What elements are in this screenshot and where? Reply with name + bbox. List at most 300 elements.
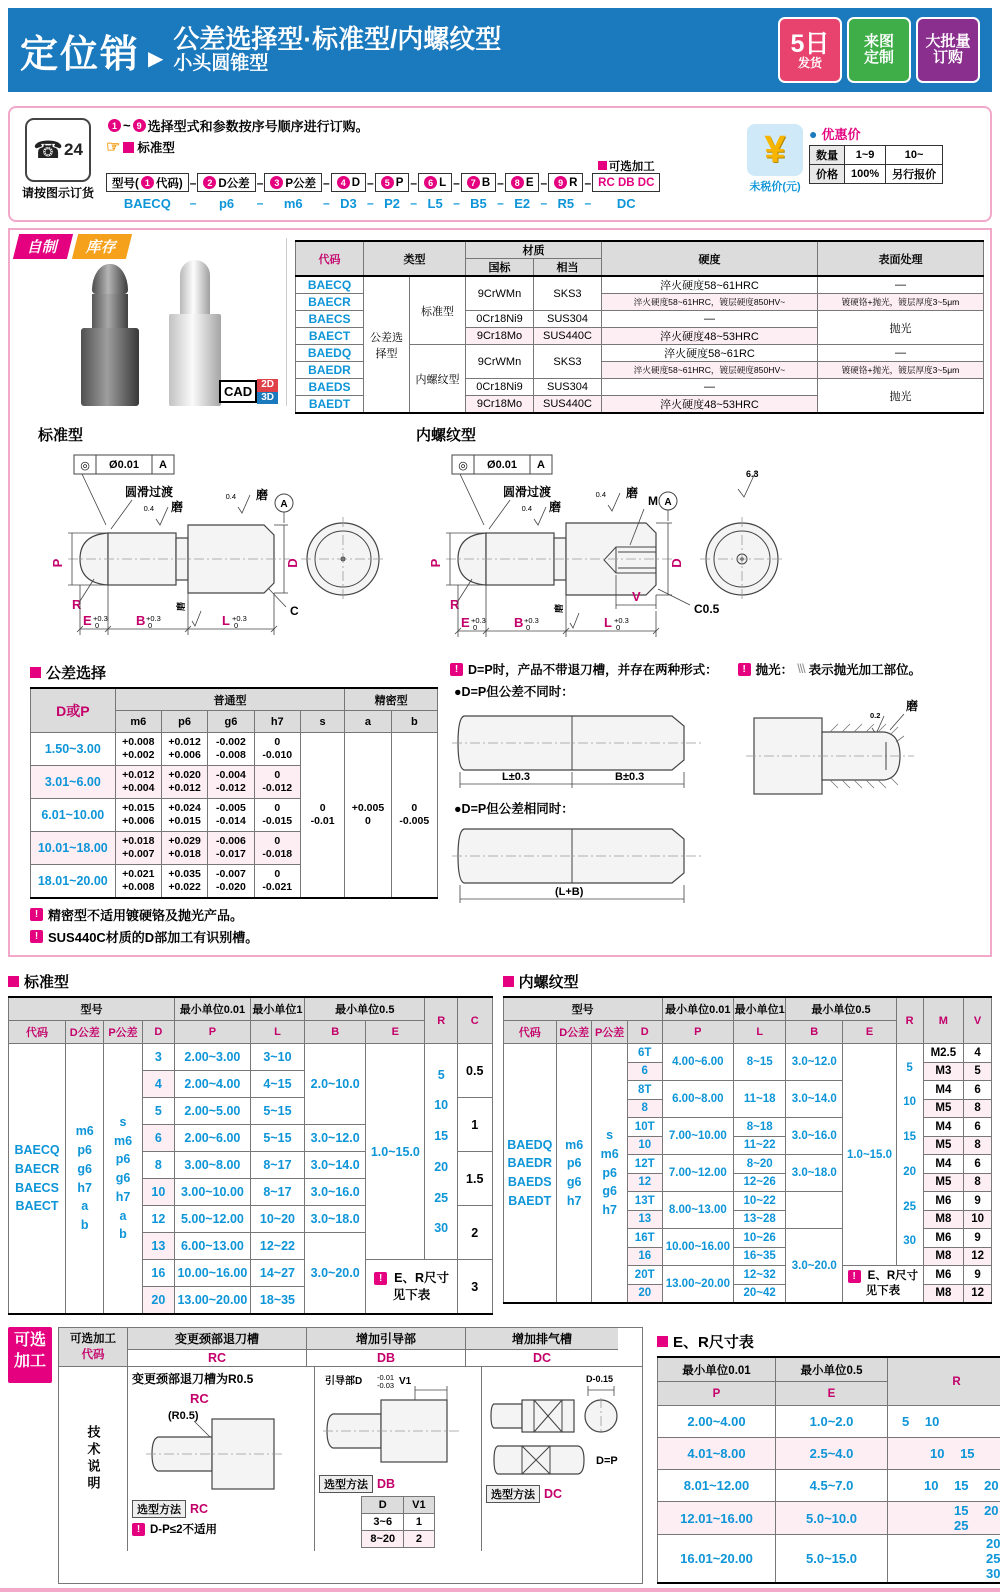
square-bullet-icon (8, 976, 19, 987)
r-values-cell (896, 1044, 923, 1266)
note-text: E、R尺寸 (394, 1270, 449, 1286)
table-row (658, 1438, 1000, 1470)
e-range-cell: 1.0~2.0 (776, 1406, 888, 1438)
table-row (9, 1044, 493, 1071)
d-value-cell: 12 (142, 1206, 174, 1233)
part-number-box (461, 173, 496, 192)
box-label: D公差 (218, 175, 249, 191)
polish-label: 抛光： (756, 660, 794, 678)
header-row (658, 1357, 1000, 1382)
dash: – (540, 173, 547, 192)
d-value-cell: 20 (142, 1287, 174, 1315)
table-row (362, 1531, 434, 1548)
m-thread-cell: M4 (923, 1118, 964, 1137)
separator (256, 158, 265, 214)
gdt-datum: A (159, 459, 167, 471)
header-cell: P公差 (592, 1021, 627, 1044)
m-thread-cell: M2.5 (923, 1044, 964, 1063)
table-cell: 0Cr18Ni9 (466, 379, 534, 396)
table-cell: BAECQ (296, 276, 364, 294)
ordering-instruction (108, 116, 739, 135)
tolerance-cell: +0.020 +0.012 (161, 766, 207, 799)
circled-number: 7 (467, 176, 480, 189)
header-cell: 最小单位0.5 (786, 997, 896, 1021)
rc-callout: RC (190, 1391, 209, 1406)
p-range-cell: 3.00~8.00 (175, 1152, 251, 1179)
grind-label: 磨 (906, 698, 918, 713)
header-bar (8, 8, 992, 92)
warning-icon: ! (848, 1270, 861, 1283)
header-row (296, 241, 984, 259)
d-value-cell: 3 (142, 1044, 174, 1071)
d-value-cell: 6T (627, 1044, 662, 1063)
v-depth-cell: 9 (964, 1266, 992, 1285)
dim-e: E (461, 615, 470, 630)
smooth-transition-label: 圆滑过渡 (125, 484, 173, 499)
header-badges (778, 17, 980, 83)
method-box: 选型方法 (132, 1500, 186, 1518)
table-cell: SUS440C (534, 396, 602, 414)
header-row (9, 1021, 493, 1044)
price-row (810, 146, 943, 165)
table-cell: 9Cr18Mo (466, 328, 534, 345)
l-range-cell: 8~20 (734, 1155, 786, 1174)
tol-sub: 0 (148, 621, 152, 630)
tolerance-cell: +0.012 +0.006 (161, 733, 207, 766)
table-cell: — (602, 379, 818, 396)
l-range-cell: 10~26 (734, 1229, 786, 1248)
optional-header (59, 1328, 642, 1367)
order-column (505, 158, 540, 214)
er-table-title-text: E、R尺寸表 (673, 1331, 754, 1352)
table-cell: — (818, 276, 984, 294)
table-cell: 抛光 (818, 379, 984, 414)
d-value-cell: 13T (627, 1192, 662, 1211)
part-number-boxes (106, 158, 739, 214)
c-chamfer-cell: 2 (457, 1206, 492, 1260)
product-photo-area (16, 238, 287, 406)
price-table (809, 145, 943, 184)
table-cell: SUS304 (534, 379, 602, 396)
badge-5day-shipping (778, 17, 842, 83)
tol-sup: +0.3 (524, 616, 539, 625)
range-cell: 3.01~6.00 (31, 766, 116, 799)
dash: – (410, 173, 417, 192)
header-row (31, 688, 438, 711)
tolerance-cell: -0.002 -0.008 (208, 733, 254, 766)
table-cell: 9CrWMn (466, 345, 534, 379)
price-icon-wrap (747, 124, 803, 194)
db-tol-top: -0.01 (377, 1373, 394, 1382)
circled-number: 5 (381, 176, 394, 189)
table-row (658, 1406, 1000, 1438)
b-range-cell: 3.0~16.0 (786, 1118, 843, 1155)
er-table-block (657, 1327, 1000, 1584)
separator (189, 158, 198, 214)
thread-pin-diagram (394, 445, 794, 647)
yen-icon (747, 124, 803, 176)
header-cell: 最小单位1 (734, 997, 786, 1021)
p-range-cell: 6.00~13.00 (175, 1233, 251, 1260)
table-cell: SUS304 (534, 311, 602, 328)
tolerance-cell: +0.024 +0.015 (161, 799, 207, 832)
dot-icon: ● (809, 126, 817, 142)
code-list-cell: BAECQ BAECR BAECS BAECT (9, 1044, 66, 1315)
table-cell: SUS440C (534, 328, 602, 345)
warning-icon: ! (30, 930, 43, 943)
header-cell: 最小单位0.01 (658, 1357, 776, 1382)
gdt-tolerance: Ø0.01 (487, 459, 517, 471)
table-cell: BAEDS (296, 379, 364, 396)
column-code: DB (307, 1350, 465, 1366)
table-cell: 淬火硬度58~61HRC，镀层硬度850HV~ (602, 294, 818, 311)
gdt-tolerance: Ø0.01 (109, 459, 139, 471)
optional-body (59, 1367, 642, 1551)
dc-dp-label: D=P (596, 1455, 618, 1467)
table-row (658, 1470, 1000, 1502)
pointing-hand-icon: ☞ (106, 137, 120, 157)
price-cell: 100% (845, 165, 886, 184)
warning-icon: ! (374, 1272, 387, 1285)
tol-sub: 0 (616, 623, 620, 632)
header-cell: 最小单位0.5 (305, 997, 425, 1021)
dim-r: R (72, 597, 82, 612)
material-table (295, 240, 984, 414)
note-line (844, 1269, 921, 1284)
l-range-cell: 11~22 (734, 1136, 786, 1155)
db-tol-bot: -0.03 (377, 1381, 394, 1390)
tol-sub: 0 (473, 623, 477, 632)
example-value: m6 (284, 192, 303, 214)
badge-bulk-order (916, 17, 980, 83)
r-values: 5 10 15 20 25 30 (426, 1068, 455, 1236)
bottom-row (8, 1327, 992, 1584)
part-number-box (592, 173, 660, 192)
m-thread-cell: M6 (923, 1229, 964, 1248)
p-range-cell: 2.00~3.00 (175, 1044, 251, 1071)
header-cell: m6 (115, 711, 161, 733)
square-bullet-icon (503, 976, 514, 987)
discount-price (809, 124, 943, 184)
p-range-cell: 2.00~5.00 (175, 1098, 251, 1125)
header-title: 公差选择型·标准型/内螺纹型 (173, 25, 770, 54)
main-panel (8, 228, 992, 957)
warning-icon: ! (30, 908, 43, 921)
header-row (362, 1497, 434, 1514)
db-mini-table (361, 1496, 434, 1548)
example-value: E2 (514, 192, 530, 214)
dash: – (190, 192, 197, 214)
b-range-cell (786, 1192, 843, 1229)
gdt-datum: A (537, 459, 545, 471)
tolerance-table (30, 687, 438, 899)
table-cell: 标准型 (410, 276, 466, 345)
d-value-cell: 20T (627, 1266, 662, 1285)
dim-p: P (428, 558, 443, 567)
db-v1-label: V1 (399, 1376, 412, 1387)
header-cell: D (627, 1021, 662, 1044)
table-cell: 淬火硬度48~53HRC (602, 328, 818, 345)
example-value: B5 (470, 192, 487, 214)
header-cell: 型号 (503, 997, 662, 1021)
header-cell: D公差 (556, 1021, 591, 1044)
p-range-cell: 10.00~16.00 (175, 1260, 251, 1287)
p-range-cell: 2.00~4.00 (175, 1071, 251, 1098)
header-cell: 最小单位0.01 (662, 997, 734, 1021)
dash: – (584, 173, 591, 192)
d-value-cell: 13 (627, 1210, 662, 1229)
method-code: DC (544, 1487, 562, 1501)
e-range-cell: 1.0~15.0 (843, 1044, 896, 1266)
thread-table-block (503, 967, 992, 1315)
phone-24h-icon (25, 118, 91, 182)
order-column (264, 158, 322, 214)
warning-icon: ! (450, 663, 463, 676)
note-text: 见下表 (393, 1287, 431, 1303)
dim-b: B (514, 615, 523, 630)
grind-label-rot: 磨 (553, 604, 564, 613)
tolerance-cell: +0.008 +0.002 (115, 733, 161, 766)
tolerance-cell: +0.035 +0.022 (161, 865, 207, 899)
panel-top (16, 238, 984, 414)
header-row (503, 997, 991, 1021)
pin-tip (92, 264, 128, 294)
tol-sub: 0 (526, 623, 530, 632)
l-range-cell: 8~17 (250, 1179, 304, 1206)
v-depth-cell: 12 (964, 1247, 992, 1266)
v-depth-cell: 6 (964, 1118, 992, 1137)
tolerance-cell: +0.029 +0.018 (161, 832, 207, 865)
table-row (658, 1535, 1000, 1584)
method-code: RC (190, 1502, 208, 1516)
order-column (548, 158, 583, 214)
l-range-cell: 11~18 (734, 1081, 786, 1118)
header-cell: R (896, 997, 923, 1044)
c-chamfer-cell: 1 (457, 1098, 492, 1152)
finish-mark: 0.4 (144, 504, 154, 513)
rc-note (132, 1521, 310, 1537)
table-cell: 抛光 (818, 311, 984, 345)
order-column (106, 158, 189, 214)
m-thread-cell: M8 (923, 1284, 964, 1303)
header-cell: 普通型 (115, 688, 345, 711)
pin-body (81, 328, 139, 406)
dim-c: C (290, 604, 299, 618)
p-range-cell: 7.00~10.00 (662, 1118, 734, 1155)
square-bullet-icon (598, 161, 607, 170)
b-range-cell: 3.0~18.0 (786, 1155, 843, 1192)
header-cell: 材质 (466, 241, 602, 259)
badge-text: 5日 (791, 31, 830, 57)
part-number-box (331, 173, 366, 192)
dp-diff-tolerance-diagram (450, 700, 708, 792)
circled-number: 4 (337, 176, 350, 189)
badge-text: 订购 (933, 50, 963, 66)
header-cell: 相当 (534, 259, 602, 277)
d-value-cell: 16T (627, 1229, 662, 1248)
r-values-cell (425, 1044, 457, 1260)
standard-dimension-table (8, 996, 493, 1315)
tolerance-cell: -0.004 -0.012 (208, 766, 254, 799)
separator (452, 158, 461, 214)
note-text: SUS440C材质的D部加工有识别槽。 (48, 927, 258, 946)
p-range-cell: 4.00~6.00 (662, 1044, 734, 1081)
header-cell: g6 (208, 711, 254, 733)
example-value: L5 (428, 192, 443, 214)
part-number-box (548, 173, 583, 192)
in-stock-badge: 库存 (72, 234, 132, 259)
c-chamfer-cell: 1.5 (457, 1152, 492, 1206)
tolerance-cell: 0 -0.018 (254, 832, 300, 865)
p-range-cell: 2.00~4.00 (658, 1406, 776, 1438)
l-range-cell: 8~17 (250, 1152, 304, 1179)
rc-diagram (132, 1387, 300, 1495)
order-column (461, 158, 496, 214)
header-cell: 代码 (503, 1021, 556, 1044)
box-label: P公差 (285, 175, 316, 191)
p-range-cell: 8.01~12.00 (658, 1470, 776, 1502)
separator (366, 158, 375, 214)
standard-table-title (8, 971, 493, 992)
e-range-cell: 2.5~4.0 (776, 1438, 888, 1470)
l-range-cell: 12~26 (734, 1173, 786, 1192)
header-cell: 型号 (9, 997, 175, 1021)
box-label: R (569, 177, 577, 189)
header-subtitle: 小头圆锥型 (173, 54, 770, 75)
v-depth-cell: 6 (964, 1081, 992, 1100)
dim-v: V (632, 589, 641, 604)
circled-number: 9 (133, 119, 146, 132)
b-range-cell: 3.0~14.0 (305, 1152, 366, 1179)
badge-text: 大批量 (925, 34, 970, 50)
gdt-symbol: ◎ (80, 460, 90, 472)
dash: – (540, 192, 547, 214)
standard-pin-diagram (16, 445, 394, 647)
m-thread-cell: M6 (923, 1192, 964, 1211)
discount-price-title (809, 124, 943, 143)
column-title: 变更颈部退刀槽 (128, 1328, 306, 1350)
d-value-cell: 20 (627, 1284, 662, 1303)
c-chamfer-cell: 0.5 (457, 1044, 492, 1098)
dp-same-tolerance-diagram (450, 817, 708, 907)
table-cell: BAEDR (296, 362, 364, 379)
cad-dims (257, 379, 278, 404)
tolerance-cell: -0.005 -0.014 (208, 799, 254, 832)
note-text: D-P≤2不适用 (150, 1521, 217, 1537)
separator (496, 158, 505, 214)
header-cell: V (964, 997, 992, 1044)
header-cell: E (776, 1382, 888, 1406)
p-range-cell: 16.01~20.00 (658, 1535, 776, 1584)
b-range-cell: 3.0~12.0 (305, 1125, 366, 1152)
table-cell: 1 (404, 1514, 434, 1531)
code-list-cell: BAEDQ BAEDR BAEDS BAEDT (503, 1044, 556, 1304)
note-line (450, 660, 718, 678)
m-thread-cell: M6 (923, 1266, 964, 1285)
p-range-cell: 5.00~12.00 (175, 1206, 251, 1233)
table-row (503, 1044, 991, 1063)
header-cell: D (362, 1497, 404, 1514)
tolerance-cell: +0.005 0 (345, 733, 391, 899)
tilde: ~ (123, 118, 131, 133)
table-cell: 8~20 (362, 1531, 404, 1548)
table-cell: BAECT (296, 328, 364, 345)
tolerance-cell: 0 -0.01 (300, 733, 344, 899)
phone-order-block (18, 114, 98, 214)
square-bullet-icon (123, 142, 134, 153)
d-value-cell: 13 (142, 1233, 174, 1260)
tab-text: 加工 (8, 1352, 52, 1373)
d-value-cell: 8 (627, 1099, 662, 1118)
part-number-box (264, 173, 322, 192)
order-column (592, 158, 660, 214)
column-title: 增加引导部 (307, 1328, 465, 1350)
m-thread-cell: M5 (923, 1173, 964, 1192)
rc-description: 变更颈部退刀槽为R0.5 (132, 1370, 310, 1387)
e-range-cell: 1.0~15.0 (366, 1044, 425, 1260)
dash: – (497, 173, 504, 192)
order-column (375, 158, 410, 214)
d-tolerance-cell: m6 p6 g6 h7 a b (66, 1044, 104, 1315)
r-values-cell: 5 10 (888, 1406, 1000, 1438)
d-value-cell: 4 (142, 1071, 174, 1098)
phone-24-label: 24 (64, 140, 83, 160)
dash: – (367, 192, 374, 214)
stock-badges (16, 234, 129, 259)
d-value-cell: 12 (627, 1173, 662, 1192)
arrow-icon: ▶ (148, 46, 163, 71)
db-lead-label: 引导部D (325, 1374, 362, 1387)
b-range-cell: 3.0~14.0 (786, 1081, 843, 1118)
grind-label: 磨 (171, 499, 183, 514)
header-cell: P公差 (104, 1021, 142, 1044)
box-label: P (396, 177, 404, 189)
example-value: BAECQ (124, 192, 171, 214)
header-cell: B (786, 1021, 843, 1044)
header-cell: V1 (404, 1497, 434, 1514)
thread-table-title-text: 内螺纹型 (519, 971, 579, 992)
tolerance-cell: -0.007 -0.020 (208, 865, 254, 899)
dash: – (190, 173, 197, 192)
b-range-cell: 3.0~20.0 (305, 1233, 366, 1315)
d-value-cell: 6 (627, 1062, 662, 1081)
m-thread-cell: M8 (923, 1210, 964, 1229)
b-range-cell: 3.0~12.0 (786, 1044, 843, 1081)
tech-note-label (59, 1367, 128, 1551)
price-cell: 1~9 (845, 146, 886, 165)
r-values-cell: 20 25 30 (888, 1535, 1000, 1584)
header-cell: 代码 (296, 241, 364, 276)
range-cell: 10.01~18.00 (31, 832, 116, 865)
dash: – (453, 192, 460, 214)
box-prefix: 型号( (112, 175, 139, 191)
roughness-value: 6.3 (746, 469, 759, 479)
dim-e: E (83, 613, 92, 628)
chamfer-c05: C0.5 (694, 602, 720, 616)
dim-d: D (285, 558, 300, 567)
v-depth-cell: 10 (964, 1210, 992, 1229)
pin-body (169, 314, 221, 406)
dim-l: L (222, 613, 230, 628)
material-table-area (295, 238, 984, 414)
l-range-cell: 12~32 (734, 1266, 786, 1285)
thread-type-drawing (394, 422, 794, 652)
standard-type-text: 标准型 (137, 138, 175, 156)
untaxed-price-caption: 未税价(元) (747, 178, 803, 194)
badge-text: 来图 (864, 34, 894, 50)
dash: – (323, 192, 330, 214)
tolerance-title (30, 662, 438, 683)
